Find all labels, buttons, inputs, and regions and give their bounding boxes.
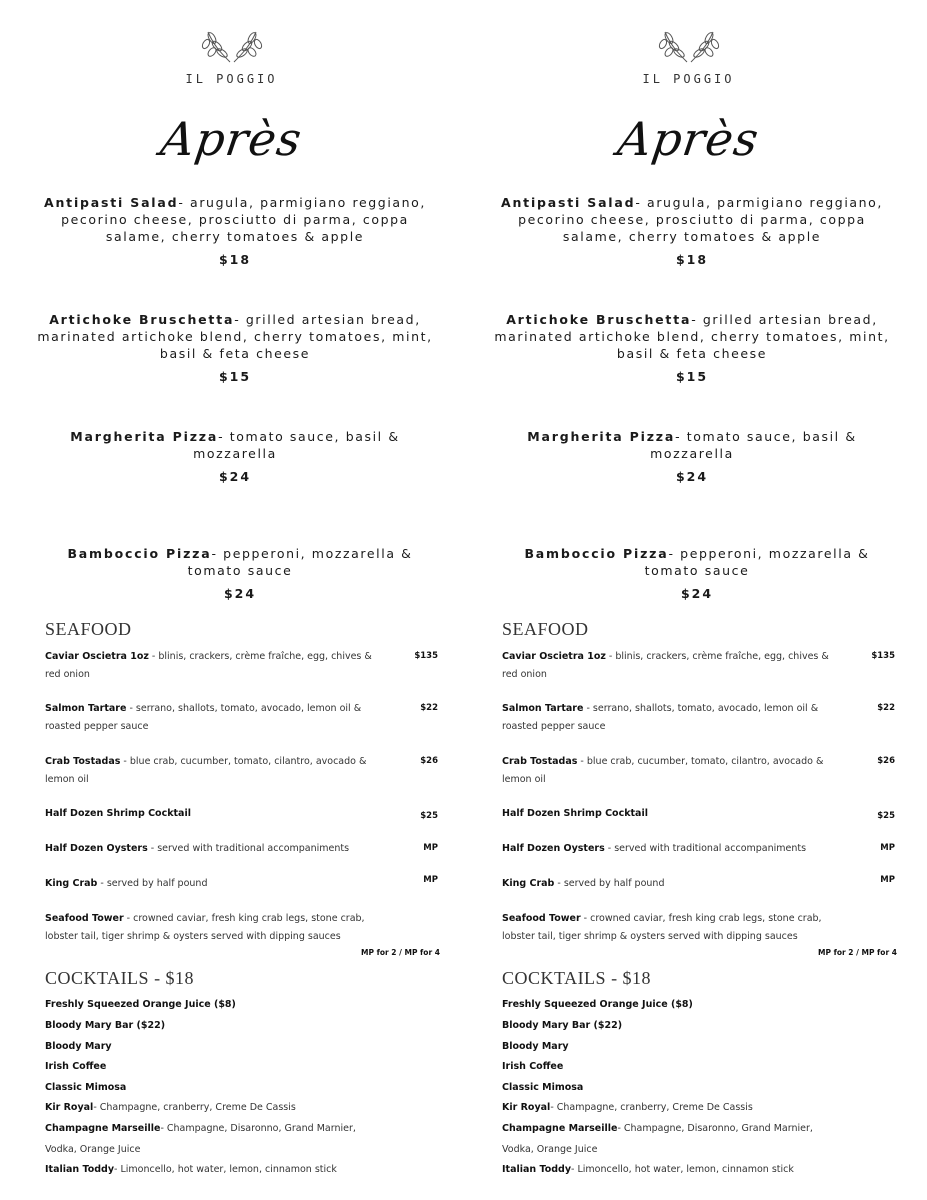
appetizer-price: $15	[218, 369, 252, 384]
cocktail-name: Irish Coffee	[45, 1061, 107, 1072]
cocktail-item	[45, 1078, 440, 1099]
seafood-desc: - serrano, shallots, tomato, avocado, lemon oil & roasted pepper sauce	[45, 703, 362, 732]
seafood-price: $135	[414, 651, 438, 661]
brand-name: IL POGGIO	[642, 72, 735, 86]
laurel-icon	[200, 26, 264, 66]
seafood-name: King Crab	[45, 878, 98, 889]
seafood-tower-price-note: MP for 2 / MP for 4	[818, 948, 897, 957]
seafood-desc: - blue crab, cucumber, tomato, cilantro, avocado & lemon oil	[502, 756, 824, 785]
cocktail-name: Champagne Marseille	[502, 1123, 618, 1134]
seafood-price: MP	[423, 843, 438, 853]
seafood-desc: - crowned caviar, fresh king crab legs, stone crab, lobster tail, tiger shrimp & oysters served with dipping sauces	[502, 913, 822, 942]
appetizer-desc: - pepperoni, mozzarella & tomato sauce	[644, 546, 870, 578]
appetizer-name: Antipasti Salad	[501, 195, 636, 210]
seafood-desc: - served with traditional accompaniments	[147, 843, 350, 854]
cocktail-desc: - Champagne, Disaronno, Grand Marnier,	[617, 1123, 813, 1134]
seafood-desc: - served with traditional accompaniments	[604, 843, 807, 854]
cocktail-item	[502, 1016, 897, 1037]
appetizer-item	[30, 311, 440, 385]
cocktail-desc: - Limoncello, hot water, lemon, cinnamon stick	[571, 1164, 794, 1175]
seafood-desc: - served by half pound	[554, 878, 665, 889]
appetizer-price: $24	[680, 586, 714, 601]
seafood-desc: - blue crab, cucumber, tomato, cilantro, avocado & lemon oil	[45, 756, 367, 785]
appetizer-desc: - arugula, parmigiano reggiano, pecorino cheese, prosciutto di parma, coppa salame, cherry tomatoes & apple	[61, 195, 426, 244]
appetizer-name: Artichoke Bruschetta	[506, 312, 692, 327]
seafood-desc: - crowned caviar, fresh king crab legs, stone crab, lobster tail, tiger shrimp & oysters served with dipping sauces	[45, 913, 365, 942]
seafood-name: Half Dozen Shrimp Cocktail	[45, 808, 191, 819]
appetizer-price: $15	[675, 369, 709, 384]
seafood-item	[502, 753, 897, 788]
seafood-item	[45, 648, 440, 683]
seafood-price: MP	[880, 843, 895, 853]
logo	[457, 26, 920, 86]
cocktail-item	[502, 1098, 897, 1119]
appetizer-price: $24	[675, 469, 709, 484]
appetizer-item	[487, 194, 897, 268]
seafood-price: $22	[420, 703, 438, 713]
cocktail-name: Freshly Squeezed Orange Juice ($8)	[45, 999, 236, 1010]
cocktail-name: Kir Royal	[502, 1102, 551, 1113]
menu-page-right	[457, 0, 920, 1200]
seafood-name: Caviar Oscietra 1oz	[45, 651, 149, 662]
seafood-name: Salmon Tartare	[502, 703, 584, 714]
seafood-price: MP	[880, 875, 895, 885]
page-title: Après	[614, 112, 763, 166]
cocktail-name: Freshly Squeezed Orange Juice ($8)	[502, 999, 693, 1010]
seafood-item	[45, 875, 440, 893]
seafood-name: Seafood Tower	[502, 913, 581, 924]
cocktails-heading: COCKTAILS - $18	[45, 968, 195, 988]
cocktail-item-continued	[45, 1140, 440, 1161]
seafood-item	[45, 700, 440, 735]
appetizer-name: Bamboccio Pizza	[524, 546, 669, 561]
seafood-tower-price-note: MP for 2 / MP for 4	[361, 948, 440, 957]
menu-page-left	[0, 0, 463, 1200]
seafood-name: Crab Tostadas	[45, 756, 121, 767]
appetizer-item	[487, 311, 897, 385]
appetizer-price: $18	[675, 252, 709, 267]
seafood-name: Crab Tostadas	[502, 756, 578, 767]
seafood-item	[502, 875, 897, 893]
cocktail-item	[45, 1037, 440, 1058]
seafood-name: Caviar Oscietra 1oz	[502, 651, 606, 662]
cocktail-name: Champagne Marseille	[45, 1123, 161, 1134]
seafood-name: King Crab	[502, 878, 555, 889]
cocktail-item	[502, 1078, 897, 1099]
cocktail-item	[45, 1119, 440, 1140]
seafood-name: Seafood Tower	[45, 913, 124, 924]
seafood-price: $26	[877, 756, 895, 766]
appetizer-name: Bamboccio Pizza	[67, 546, 212, 561]
seafood-price: $26	[420, 756, 438, 766]
cocktail-name: Bloody Mary	[45, 1041, 112, 1052]
cocktail-name: Classic Mimosa	[45, 1082, 127, 1093]
appetizer-desc: - grilled artesian bread, marinated artichoke blend, cherry tomatoes, mint, basil & feta cheese	[494, 312, 890, 361]
appetizer-name: Antipasti Salad	[44, 195, 179, 210]
cocktail-desc: - Champagne, cranberry, Creme De Cassis	[550, 1102, 753, 1113]
appetizer-price: $24	[218, 469, 252, 484]
appetizer-item	[517, 428, 867, 485]
cocktail-name: Italian Toddy	[502, 1164, 572, 1175]
seafood-item	[45, 753, 440, 788]
seafood-desc: - served by half pound	[97, 878, 208, 889]
page-title: Après	[157, 112, 306, 166]
cocktail-item	[45, 1098, 440, 1119]
cocktail-name: Classic Mimosa	[502, 1082, 584, 1093]
cocktail-desc: Vodka, Orange Juice	[45, 1144, 141, 1155]
seafood-item	[45, 805, 440, 823]
cocktail-name: Irish Coffee	[502, 1061, 564, 1072]
seafood-price: $25	[420, 811, 438, 821]
cocktail-name: Italian Toddy	[45, 1164, 115, 1175]
cocktail-desc: - Champagne, cranberry, Creme De Cassis	[93, 1102, 296, 1113]
cocktail-name: Bloody Mary Bar ($22)	[45, 1020, 166, 1031]
cocktail-item	[45, 1160, 440, 1181]
seafood-name: Half Dozen Oysters	[502, 843, 605, 854]
cocktail-desc: Vodka, Orange Juice	[502, 1144, 598, 1155]
seafood-price: MP	[423, 875, 438, 885]
seafood-name: Half Dozen Shrimp Cocktail	[502, 808, 648, 819]
cocktail-item	[502, 995, 897, 1016]
cocktail-item	[502, 1119, 897, 1140]
appetizer-price: $24	[223, 586, 257, 601]
cocktail-item	[45, 1057, 440, 1078]
cocktail-item	[502, 1160, 897, 1181]
cocktail-item-continued	[502, 1140, 897, 1161]
seafood-item	[502, 840, 897, 858]
seafood-price: $22	[877, 703, 895, 713]
appetizer-desc: - arugula, parmigiano reggiano, pecorino cheese, prosciutto di parma, coppa salame, cherry tomatoes & apple	[518, 195, 883, 244]
appetizer-name: Margherita Pizza	[527, 429, 676, 444]
cocktail-name: Bloody Mary Bar ($22)	[502, 1020, 623, 1031]
seafood-item	[502, 648, 897, 683]
seafood-price: $25	[877, 811, 895, 821]
appetizer-price: $18	[218, 252, 252, 267]
seafood-item	[502, 805, 897, 823]
seafood-price: $135	[871, 651, 895, 661]
cocktail-desc: - Champagne, Disaronno, Grand Marnier,	[160, 1123, 356, 1134]
seafood-item	[45, 840, 440, 858]
appetizer-desc: - pepperoni, mozzarella & tomato sauce	[187, 546, 413, 578]
cocktail-desc: - Limoncello, hot water, lemon, cinnamon stick	[114, 1164, 337, 1175]
cocktail-item	[45, 1016, 440, 1037]
cocktail-item	[45, 995, 440, 1016]
appetizer-item	[30, 194, 440, 268]
seafood-heading: SEAFOOD	[45, 619, 132, 639]
laurel-icon	[657, 26, 721, 66]
seafood-desc: - blinis, crackers, crème fraîche, egg, chives & red onion	[502, 651, 829, 680]
seafood-item	[502, 910, 897, 945]
seafood-heading: SEAFOOD	[502, 619, 589, 639]
appetizer-desc: - grilled artesian bread, marinated artichoke blend, cherry tomatoes, mint, basil & feta cheese	[37, 312, 433, 361]
seafood-desc: - blinis, crackers, crème fraîche, egg, chives & red onion	[45, 651, 372, 680]
cocktail-item	[502, 1037, 897, 1058]
logo	[0, 26, 463, 86]
seafood-item	[502, 700, 897, 735]
cocktail-item	[502, 1057, 897, 1078]
brand-name: IL POGGIO	[185, 72, 278, 86]
appetizer-name: Artichoke Bruschetta	[49, 312, 235, 327]
seafood-desc: - serrano, shallots, tomato, avocado, lemon oil & roasted pepper sauce	[502, 703, 819, 732]
seafood-item	[45, 910, 440, 945]
cocktail-name: Bloody Mary	[502, 1041, 569, 1052]
cocktails-heading: COCKTAILS - $18	[502, 968, 652, 988]
appetizer-name: Margherita Pizza	[70, 429, 219, 444]
appetizer-desc: - tomato sauce, basil & mozzarella	[650, 429, 857, 461]
appetizer-desc: - tomato sauce, basil & mozzarella	[193, 429, 400, 461]
appetizer-item	[50, 545, 430, 602]
appetizer-item	[60, 428, 410, 485]
cocktail-name: Kir Royal	[45, 1102, 94, 1113]
seafood-name: Salmon Tartare	[45, 703, 127, 714]
seafood-name: Half Dozen Oysters	[45, 843, 148, 854]
appetizer-item	[507, 545, 887, 602]
